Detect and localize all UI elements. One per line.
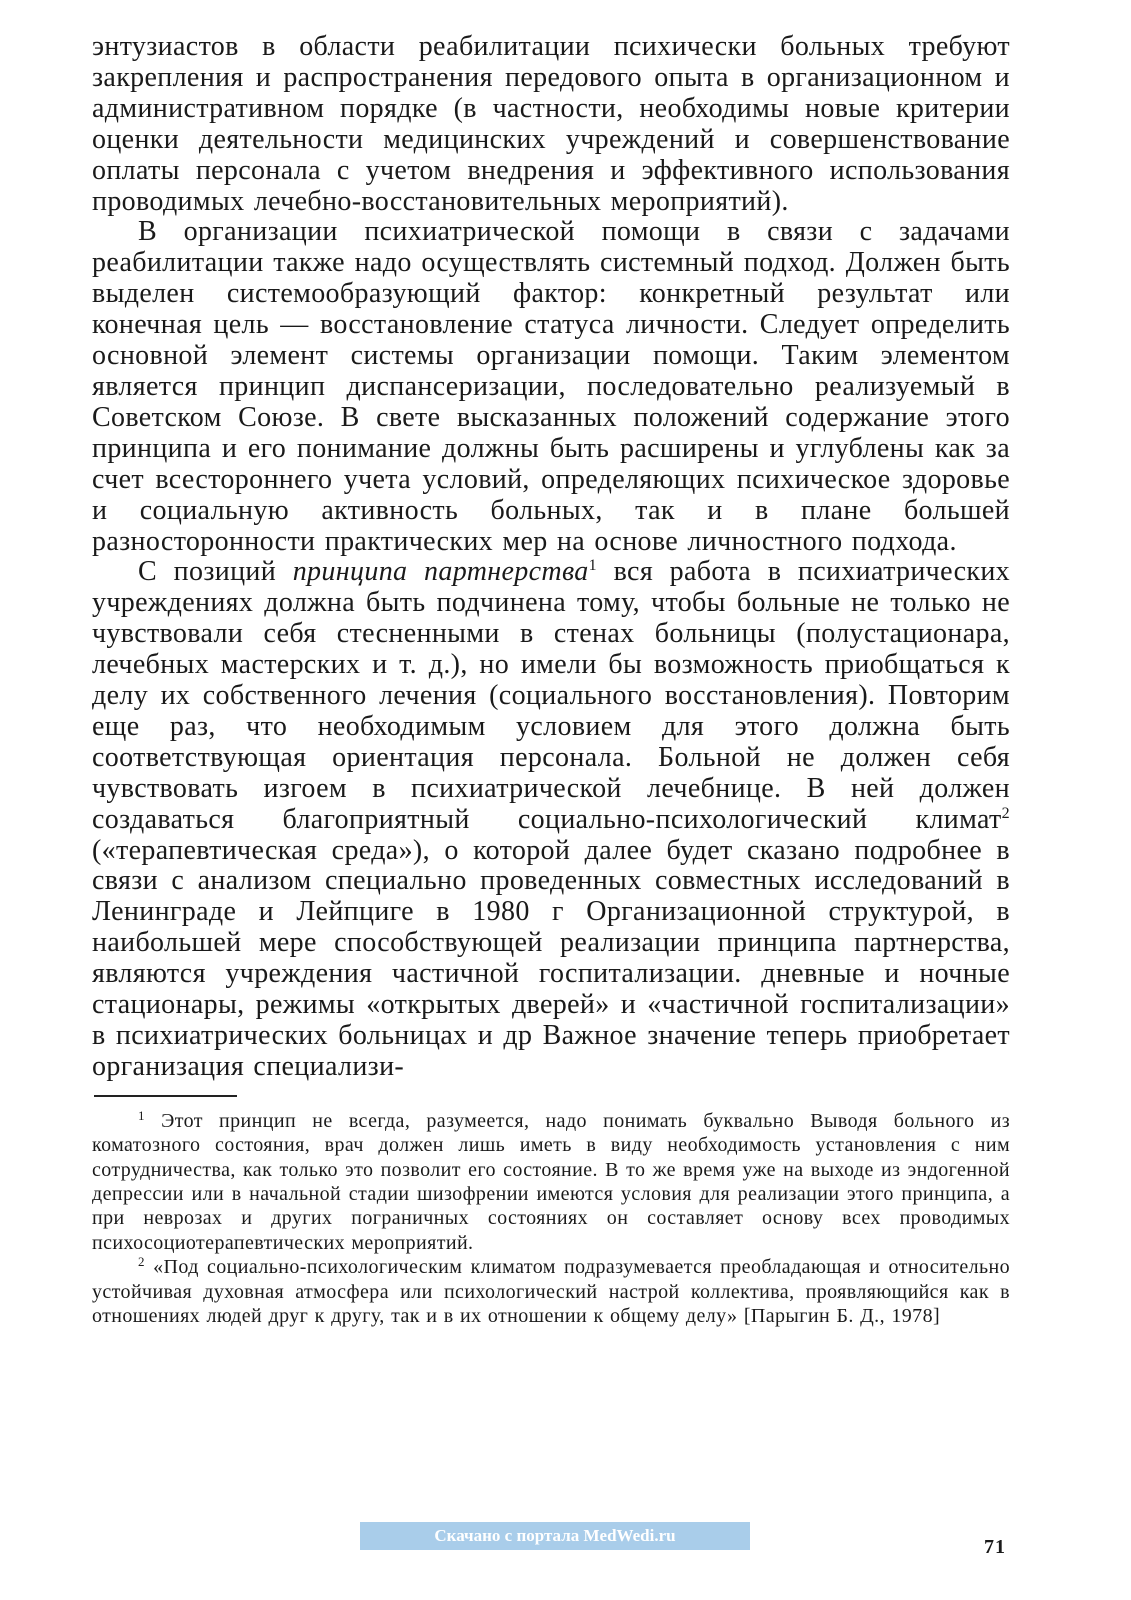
page-number: 71 [984, 1536, 1006, 1558]
footnote-mark: 1 [138, 1107, 145, 1123]
paragraph-text: С позиций [138, 556, 293, 588]
paragraph-continuation: энтузиастов в области реабилитации психически больных требуют закрепления и распространения передового опыта в организационном и административном порядке (в частности, необходимы новые критерии оценки деятельности медицинских учреждений и совершенствование оплаты персонала с учетом внедрения и эффективного использования проводимых лечебно-восстановительных мероприятий). [92, 31, 1010, 217]
page-body [92, 32, 1010, 1328]
footnote-ref-2: 2 [1001, 804, 1010, 822]
footnote-separator [94, 1095, 237, 1097]
footnote-ref-1: 1 [588, 557, 598, 575]
paragraph-system-approach: В организации психиатрической помощи в связи с задачами реабилитации также надо осуществлять системный подход. Должен быть выделен системообразующий фактор: конкретный результат или конечная цель — восстановление статуса личности. Следует определить основной элемент системы организации помощи. Таким элементом является принцип диспансеризации, последовательно реализуемый в Советском Союзе. В свете высказанных положений содержание этого принципа и его понимание должны быть расширены и углублены как за счет всестороннего учета условий, определяющих психическое здоровье и социальную активность больных, так и в плане большей разносторонности практических мер на основе личностного подхода. [92, 216, 1010, 557]
watermark-link[interactable]: Скачано с портала MedWedi.ru [360, 1522, 750, 1550]
italic-term: принципа партнерства [292, 556, 589, 588]
footnote-1 [92, 1109, 1010, 1255]
paragraph-text: («терапевтическая среда»), о которой далее будет сказано подробнее в связи с анализом специально проведенных совместных исследований в Ленинграде и Лейпциге в 1980 г Организационной структурой, в наибольшей мере способствующей реализации принципа партнерства, являются учреждения частичной госпитализации. дневные и ночные стационары, режимы «открытых дверей» и «частичной госпитализации» в психиатрических больницах и др Важное значение теперь приобретает организация специализи- [92, 834, 1010, 1082]
footnote-text: Этот принцип не всегда, разумеется, надо понимать буквально Выводя больного из коматозного состояния, врач должен лишь иметь в виду необходимость установления с ним сотрудничества, как только это позволит его состояние. В то же время уже на выходе из эндогенной депрессии или в начальной стадии шизофрении имеются условия для реализации этого принципа, а при неврозах и других пограничных состояниях он составляет основу всех проводимых психосоциотерапевтических мероприятий. [92, 1109, 1010, 1254]
footnote-text: «Под социально-психологическим климатом подразумевается преобладающая и относительно устойчивая духовная атмосфера или психологический настрой коллектива, проявляющийся как в отношениях людей друг к другу, так и в их отношении к общему делу» [Парыгин Б. Д., 1978] [92, 1256, 1010, 1328]
paragraph-partnership-principle [92, 557, 1010, 1082]
paragraph-text: вся работа в психиатрических учреждениях должна быть подчинена тому, чтобы больные не только не чувствовали себя стесненными в стенах больницы (полустационара, лечебных мастерских и т. д.), но имели бы возможность приобщаться к делу их собственного лечения (социального восстановления). Повторим еще раз, что необходимым условием для этого должна быть соответствующая ориентация персонала. Больной не должен себя чувствовать изгоем в психиатрической лечебнице. В ней должен создаваться благоприятный социально-психологический климат [92, 556, 1011, 835]
footnote-2 [92, 1255, 1010, 1328]
footnote-mark: 2 [138, 1254, 145, 1270]
